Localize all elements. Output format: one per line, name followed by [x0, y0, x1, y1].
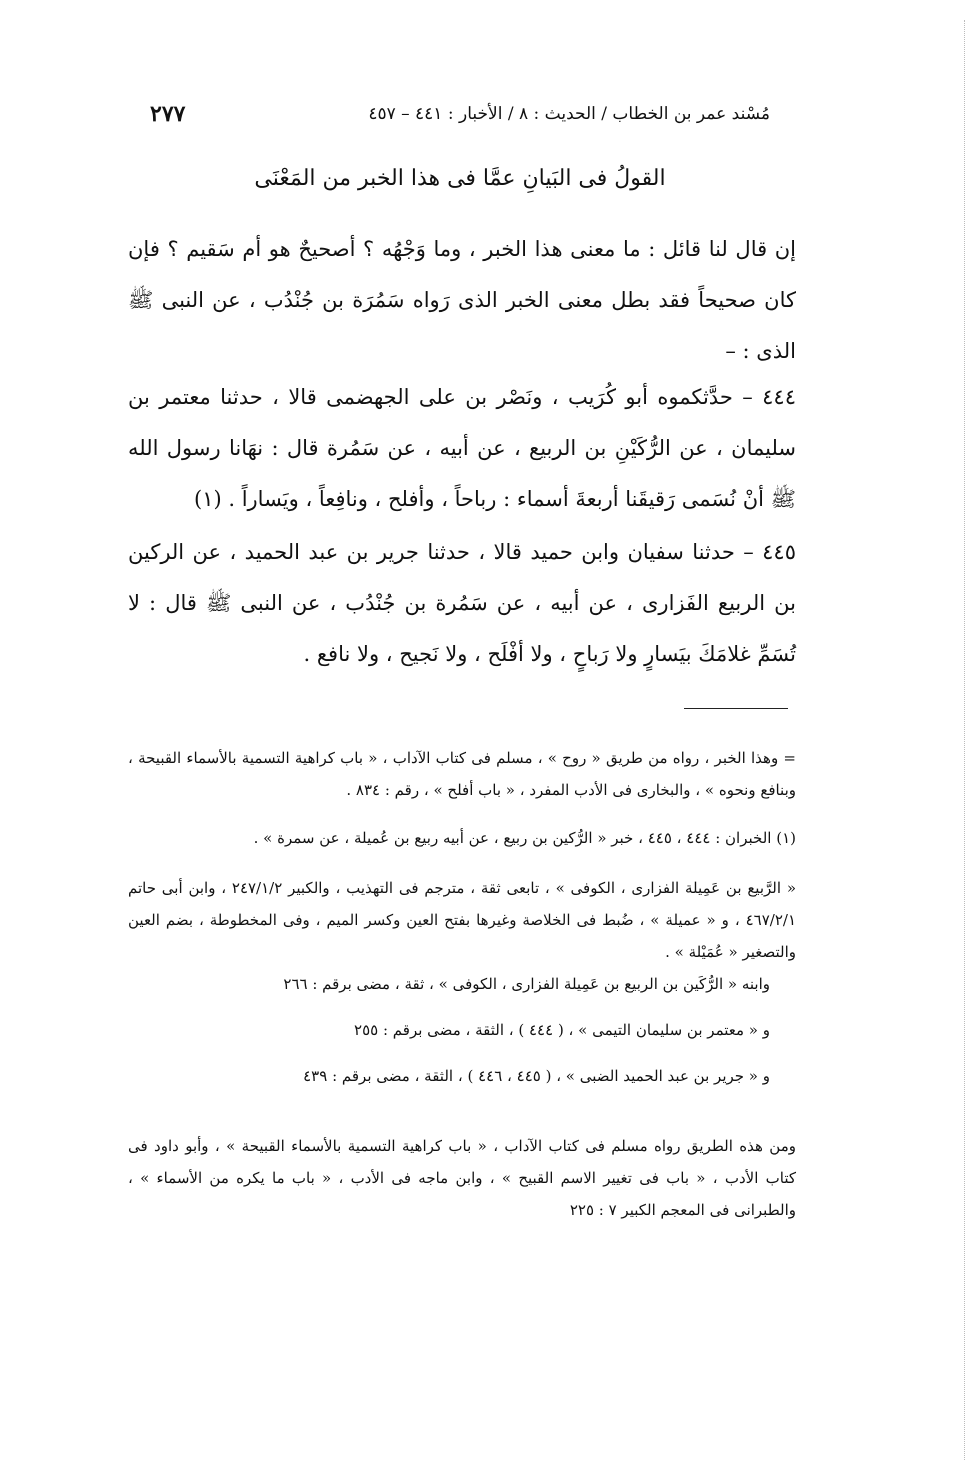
footnote-separator: [684, 708, 788, 709]
page-number: ٢٧٧: [150, 101, 186, 127]
footnote-sources: ومن هذه الطريق رواه مسلم فى كتاب الآداب ، « باب كراهية التسمية بالأسماء القبيحة » ، وأبو داود فى كتاب الأدب ، « باب فى تغيير الاسم القبيح » ، وابن ماجه فى الأدب ، « باب ما يكره من الأسماء » ، والطبرانى فى المعجم الكبير ٧ : ٢٢٥: [128, 1137, 796, 1219]
paragraph-question: إن قال لنا قائل : ما معنى هذا الخبر ، وما وَجْهُه ؟ أصحيحٌ هو أم سَقيم ؟ فإن كان صحيحاً فقد بطل معنى الخبر الذى رَواه سَمُرَة بن جُنْدُب ، عن النبى ﷺ الذى : –: [128, 237, 796, 363]
page-header: [150, 96, 770, 132]
footnote-rabi: « الرَّبيع بن عَمِيلة الفزارى ، الكوفى » ، تابعى ثقة ، مترجم فى التهذيب ، والكبير ٢٤٧/١/٢ ، وابن أبى حاتم ٤٦٧/٢/١ ، و « عميلة » ، ضُبط فى الخلاصة وغيرها بفتح العين وكسر الميم ، وفى المخطوطة ، بضم العين والتصغير « عُمَيْلة » .: [128, 879, 797, 961]
running-title: مُسْند عمر بن الخطاب / الحديث : ٨ / الأخبار : ٤٤١ – ٤٥٧: [368, 104, 770, 124]
footnote-continued: = وهذا الخبر ، رواه من طريق « روح » ، مسلم فى كتاب الآداب ، « باب كراهية التسمية بالأسماء القبيحة ، وبنافع ونحوه » ، والبخارى فى الأدب المفرد ، « باب أفلح » ، رقم : ٨٣٤ .: [128, 749, 796, 799]
page-edge-line: [964, 20, 965, 1460]
footnote-1: (١) الخبران : ٤٤٤ ، ٤٤٥ ، خبر « الرُّكين بن ربيع ، عن أبيه ربيع بن عُميلة ، عن سمرة » .: [253, 829, 796, 847]
section-title: القولُ فى البَيانِ عمَّا فى هذا الخبر من المَعْنَى: [254, 166, 666, 191]
footnote-rukain: وابنه « الرُّكَين بن الربيع بن عَمِيلة الفزارى ، الكوفى » ، ثقة ، مضى برقم : ٢٦٦: [283, 975, 770, 993]
paragraph-hadith-445: ٤٤٥ – حدثنا سفيان وابن حميد قالا ، حدثنا جرير بن عبد الحميد ، عن الركين بن الربيع الفَزارى ، عن أبيه ، عن سَمُرة بن جُنْدُب ، عن النبى ﷺ قال : لا تُسَمِّ غلامَكَ بيَسارٍ ولا رَباحٍ ، ولا أفْلَح ، ولا نَجيح ، ولا نافع .: [128, 540, 796, 666]
footnote-mutamir: و « معتمر بن سليمان التيمى » ، ( ٤٤٤ ) ، الثقة ، مضى برقم : ٢٥٥: [354, 1021, 770, 1039]
paragraph-hadith-444: ٤٤٤ – حدَّثكموه أبو كُرَيب ، ونَصْر بن على الجهضمى قالا ، حدثنا معتمر بن سليمان ، عن الرُّكَيْنِ بن الربيع ، عن أبيه ، عن سَمُرة قال : نهَانا رسول الله ﷺ أنْ نُسَمى رَقيقَنا أربعةَ أسماء : رباحاً ، وأفلح ، ونافِعاً ، ويَساراً . (١): [128, 385, 796, 511]
footnote-jarir: و « جرير بن عبد الحميد الضبى » ، ( ٤٤٥ ، ٤٤٦ ) ، الثقة ، مضى برقم : ٤٣٩: [303, 1067, 770, 1085]
